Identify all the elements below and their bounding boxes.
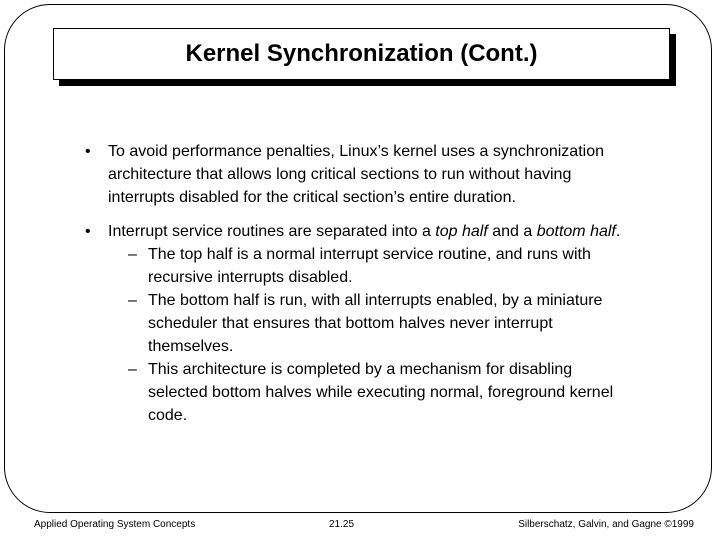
sub-item-text: The bottom half is run, with all interrupts enabled, by a miniature scheduler that ensures that bottom halves never interrupt themselves. (148, 292, 603, 355)
sub-item (108, 243, 625, 289)
slide-title-box (53, 28, 670, 80)
sub-item-text: The top half is a normal interrupt service routine, and runs with recursive interrupts disabled. (148, 246, 591, 286)
sub-item (108, 289, 625, 358)
emphasis-bottom-half: bottom half (536, 223, 616, 240)
bullet-marker: • (85, 143, 91, 160)
bullet-text-part: Interrupt service routines are separated into a (108, 223, 436, 240)
sub-marker: – (128, 361, 137, 378)
slide-title: Kernel Synchronization (Cont.) (185, 40, 538, 67)
sub-marker: – (128, 246, 137, 263)
footer-page-number: 21.25 (329, 519, 355, 530)
bullet-marker: • (85, 223, 91, 240)
emphasis-top-half: top half (435, 223, 488, 240)
footer-copyright: Silberschatz, Galvin, and Gagne ©1999 (518, 519, 694, 530)
bullet-text: To avoid performance penalties, Linux’s kernel uses a synchronization architecture that allows long critical sections to run without having interrupts disabled for the critical section’s entire duration. (108, 143, 604, 206)
footer-book-title: Applied Operating System Concepts (34, 519, 196, 530)
bullet-item (85, 220, 625, 427)
sub-marker: – (128, 292, 137, 309)
bullet-text-part: . (615, 223, 621, 240)
slide-content (85, 140, 625, 427)
sub-item-text: This architecture is completed by a mechanism for disabling selected bottom halves while executing normal, foreground kernel code. (148, 361, 614, 424)
bullet-item (85, 140, 625, 209)
bullet-text-part: and a (487, 223, 537, 240)
sub-item (108, 358, 625, 427)
bullet-text (108, 223, 620, 240)
